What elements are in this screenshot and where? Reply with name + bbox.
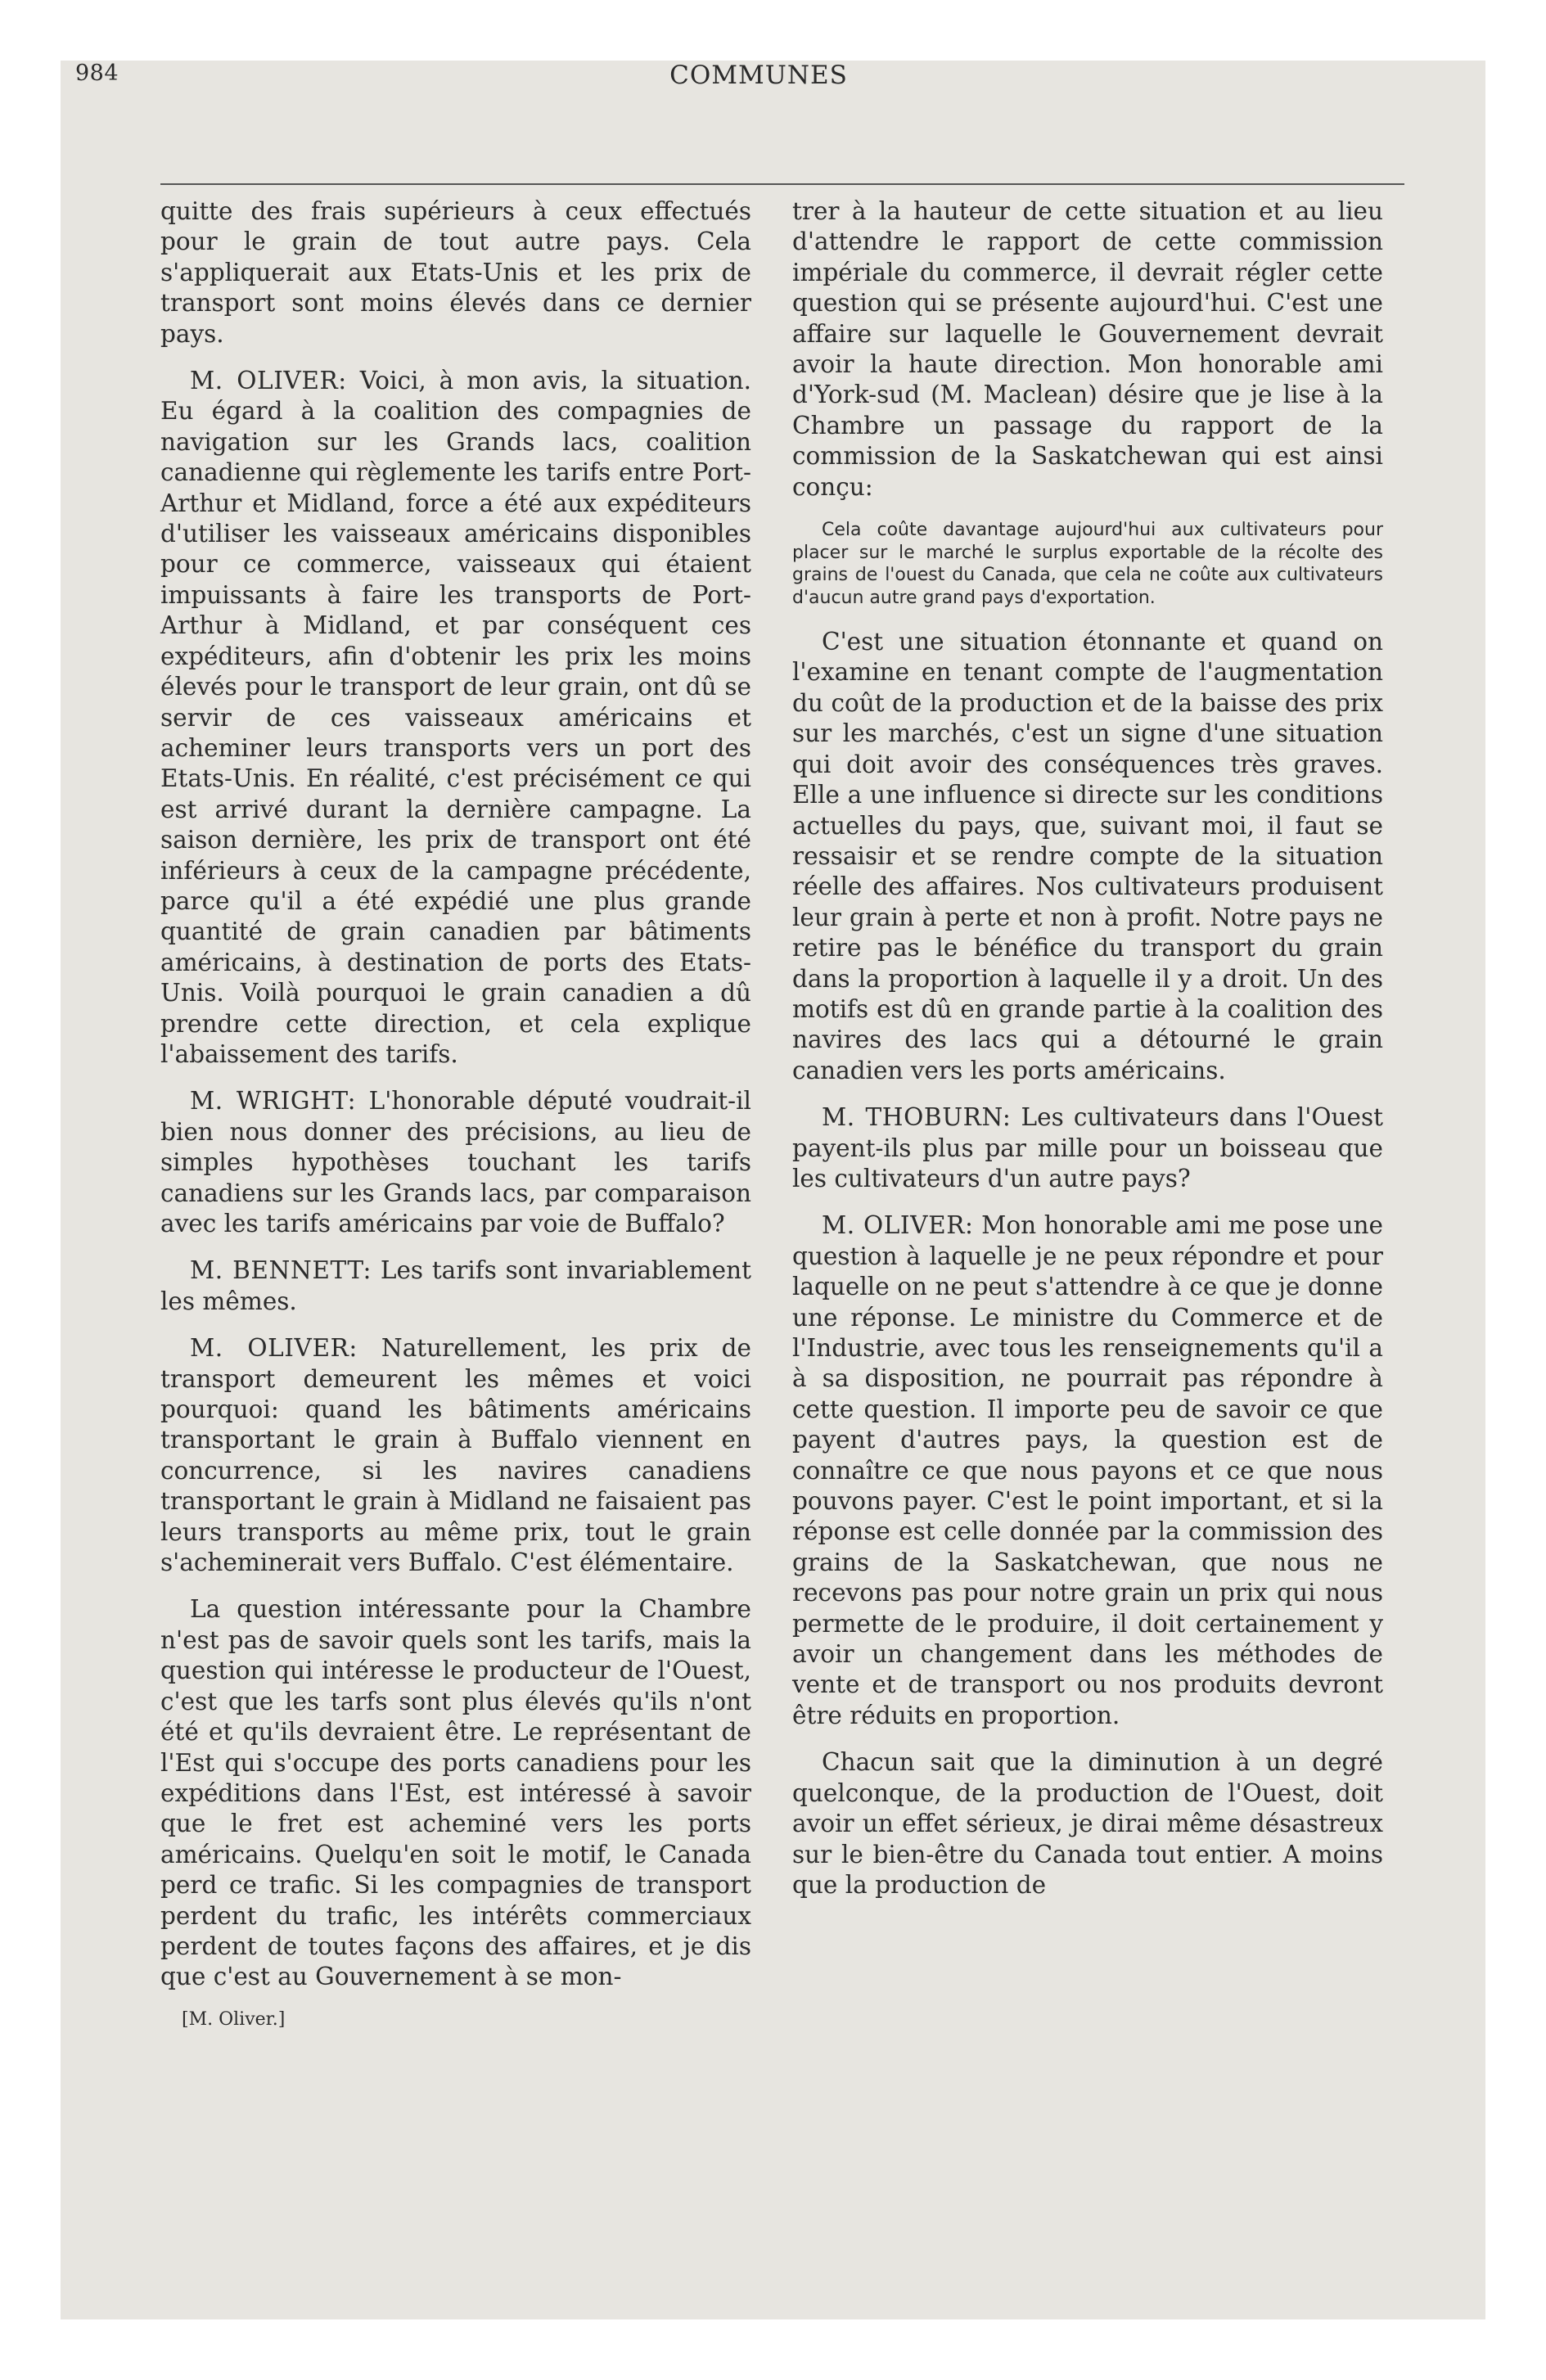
paragraph: trer à la hauteur de cette situation et au lieu d'attendre le rapport de cette commission impériale du commerce, il devrait régler cette question qui se présente aujourd'hui. C'est une affaire sur laquelle le Gouvernement devrait avoir la haute direction. Mon honorable ami d'York-sud (M. Maclean) désire que je lise à la Chambre un passage du rapport de la commission de la Saskatchewan qui est ainsi conçu: xyxy=(792,197,1383,501)
speaker-name: M. OLIVER: xyxy=(822,1211,974,1240)
block-quote: Cela coûte davantage aujourd'hui aux cultivateurs pour placer sur le marché le surplus exportable de la récolte des grains de l'ouest du Canada, que cela ne coûte aux cultivateurs d'aucun autre grand pays d'exportation. xyxy=(792,520,1383,608)
running-head: COMMUNES xyxy=(669,61,848,90)
paragraph: La question intéressante pour la Chambre n'est pas de savoir quels sont les tarifs, mais la question qui intéresse le producteur de l'Ouest, c'est que les tarfs sont plus élevés qu'ils n'ont été et qu'ils devraient être. Le représentant de l'Est qui s'occupe des ports canadiens pour les expéditions dans l'Est, est intéressé à savoir que le fret est acheminé vers les ports américains. Quelqu'en soit le motif, le Canada perd ce trafic. Si les compagnies de transport perdent du trafic, les intérêts commerciaux perdent de toutes façons des affaires, et je dis que c'est au Gouvernement à se mon- xyxy=(160,1595,751,1991)
speech xyxy=(792,1210,1383,1731)
speech-text: Mon honorable ami me pose une question à laquelle je ne peux répondre et pour laquelle on ne peut s'attendre à ce que je donne une réponse. Le ministre du Commerce et de l'Industrie, avec tous les renseignements qu'il a à sa disposition, ne pourrait pas répondre à cette question. Il importe peu de savoir ce que payent d'autres pays, la question est de connaître ce que nous payons et ce que nous pouvons payer. C'est le point important, et si la réponse est celle donnée par la commission des grains de la Saskatchewan, que nous ne recevons pas pour notre grain un prix qui nous permette de le produire, il doit certainement y avoir un changement dans les méthodes de vente et de transport ou nos produits devront être réduits en proportion. xyxy=(792,1211,1383,1729)
speaker-name: M. WRIGHT: xyxy=(190,1087,357,1116)
left-column xyxy=(160,196,751,2031)
speech xyxy=(160,1333,751,1578)
page-header xyxy=(75,61,1409,110)
paragraph: quitte des frais supérieurs à ceux effectués pour le grain de tout autre pays. Cela s'appliquerait aux Etats-Unis et les prix de transport sont moins élevés dans ce dernier pays. xyxy=(160,197,751,348)
speech xyxy=(160,1255,751,1317)
speech-text: Les cultivateurs dans l'Ouest payent-ils plus par mille pour un boisseau que les cultivateurs d'un autre pays? xyxy=(792,1103,1383,1192)
speaker-name: M. OLIVER: xyxy=(190,367,347,395)
speech xyxy=(160,1086,751,1239)
page-number: 984 xyxy=(75,61,119,86)
speech-text: Voici, à mon avis, la situation. Eu égard à la coalition des compagnies de navigation sur les Grands lacs, coalition canadienne qui règlemente les tarifs entre Port-Arthur et Midland, force a été aux expéditeurs d'utiliser les vaisseaux américains disponibles pour ce commerce, vaisseaux qui étaient impuissants à faire les transports de Port-Arthur à Midland, et par conséquent ces expéditeurs, afin d'obtenir les prix les moins élevés pour le transport de leur grain, ont dû se servir de ces vaisseaux américains et acheminer leurs transports vers un port des Etats-Unis. En réalité, c'est précisément ce qui est arrivé durant la dernière campagne. La saison dernière, les prix de transport ont été inférieurs à ceux de la campagne précédente, parce qu'il a été expédié une plus grande quantité de grain canadien par bâtiments américains, à destination de ports des Etats-Unis. Voilà pourquoi le grain canadien a dû prendre cette direction, et cela explique l'abaissement des tarifs. xyxy=(160,367,751,1068)
speech xyxy=(160,366,751,1070)
speaker-name: M. OLIVER: xyxy=(190,1334,358,1363)
speaker-name: M. THOBURN: xyxy=(822,1103,1012,1132)
speech-text: Les tarifs sont invariablement les mêmes. xyxy=(160,1256,751,1315)
speaker-name: M. BENNETT: xyxy=(190,1256,372,1285)
speech-text: Naturellement, les prix de transport demeurent les mêmes et voici pourquoi: quand les bâtiments américains transportant le grain à Buffalo viennent en concurrence, si les navires canadiens transportant le grain à Midland ne faisaient pas leurs transports au même prix, tout le grain s'acheminerait vers Buffalo. C'est élémentaire. xyxy=(160,1334,751,1577)
paragraph: Chacun sait que la diminution à un degré quelconque, de la production de l'Ouest, doit avoir un effet sérieux, je dirai même désastreux sur le bien-être du Canada tout entier. A moins que la production de xyxy=(792,1748,1383,1899)
header-rule xyxy=(160,183,1404,185)
speech xyxy=(792,1102,1383,1194)
paragraph: C'est une situation étonnante et quand on l'examine en tenant compte de l'augmentation du coût de la production et de la baisse des prix sur les marchés, c'est un signe d'une situation qui doit avoir des conséquences très graves. Elle a une influence si directe sur les conditions actuelles du pays, que, suivant moi, il faut se ressaisir et se rendre compte de la situation réelle des affaires. Nos cultivateurs produisent leur grain à perte et non à profit. Notre pays ne retire pas le bénéfice du transport du grain dans la proportion à laquelle il y a droit. Un des motifs est dû en grande partie à la coalition des navires des lacs qui a détourné le grain canadien vers les ports américains. xyxy=(792,628,1383,1084)
speech-text: L'honorable député voudrait-il bien nous donner des précisions, au lieu de simples hypothèses touchant les tarifs canadiens sur les Grands lacs, par comparaison avec les tarifs américains par voie de Buffalo? xyxy=(160,1087,751,1237)
speaker-attribution: [M. Oliver.] xyxy=(182,2008,286,2030)
right-column xyxy=(792,196,1383,1917)
